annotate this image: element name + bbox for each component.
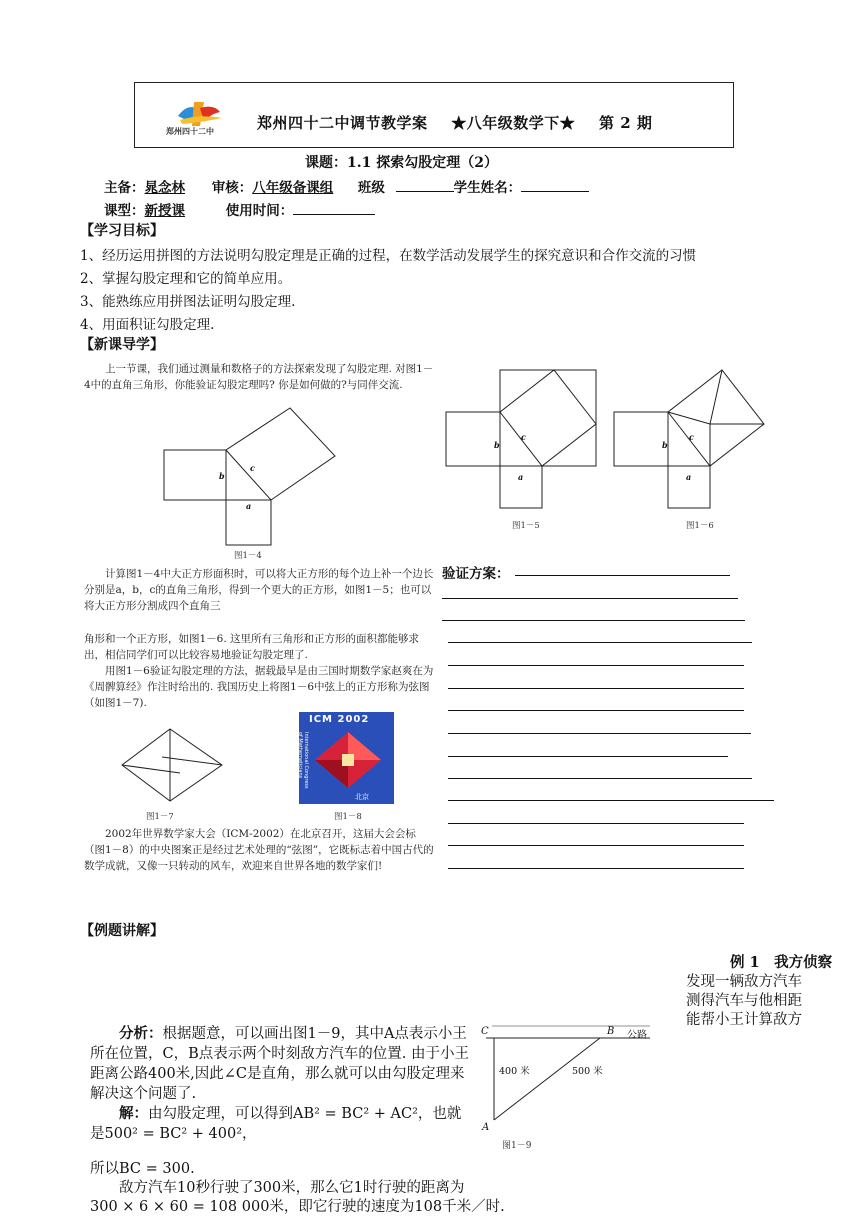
figure-1-7 [118,725,228,805]
type-value: 新授课 [144,203,185,219]
time-field[interactable] [293,202,375,215]
example-1-line: 能帮小王计算敌方 [686,1012,802,1028]
solution-text: 由勾股定理，可以得到AB² = BC² + AC²，也就是500² = BC² + 400²， [90,1106,462,1142]
point-a: A [482,1122,490,1133]
label-c: c [689,432,694,442]
solution-line-2: 所以BC = 300. [90,1161,195,1177]
goal-item: 1、经历运用拼图的方法说明勾股定理是正确的过程，在数学活动发展学生的探究意识和合作交流的习惯 [80,248,697,264]
caption-fig-1-6: 图1－6 [686,521,714,531]
icm-side-text: International Congress of Mathematicians [297,732,309,789]
class-field[interactable] [396,179,454,192]
meta-row-2 [104,199,375,219]
answer-line[interactable] [442,620,745,621]
label-a: a [686,472,692,482]
caption-fig-1-7: 图1－7 [146,812,174,822]
guide-paragraph-5: 2002年世界数学家大会（ICM-2002）在北京召开，这届大会会标（图1－8）的中央图案正是经过艺术处理的“弦图”，它既标志着中国古代的数学成就，又像一只转动的风车，欢迎来自世界各地的数学家们! [84,828,434,872]
example-analysis [90,1024,472,1104]
logo-text: 郑州四十二中 [166,127,214,136]
author-value: 晁念林 [144,180,185,196]
school-logo [160,96,240,142]
guide-paragraph-3: 角形和一个正方形，如图1－6. 这里所有三角形和正方形的面积都能够求出，相信同学们可以比较容易地验证勾股定理了. [84,633,420,661]
answer-line[interactable] [448,688,744,689]
goals-heading: 【学习目标】 [80,223,164,239]
analysis-text: 根据题意，可以画出图1－9，其中A点表示小王所在位置，C，B点表示两个时刻敌方汽车的位置. 由于小王距离公路400米,因此∠C是直角，那么就可以由勾股定理来解决这个问题了. [90,1026,469,1102]
answer-line[interactable] [448,845,744,846]
length-ab: 500 米 [572,1066,603,1077]
caption-fig-1-8: 图1－8 [334,812,362,822]
type-label: 课型： [104,203,145,219]
reviewer-label: 审核： [211,180,253,196]
school-name: 郑州四十二中调节教学案 [257,114,428,132]
answer-line[interactable] [448,665,744,666]
icm-title: ICM 2002 [309,714,370,725]
caption-fig-1-4: 图1－4 [234,551,262,561]
answer-line[interactable] [515,575,730,576]
example-solution [90,1104,472,1144]
student-name-field[interactable] [521,179,589,192]
header-title [257,112,670,133]
label-b: b [219,471,225,481]
example-1-line: 例 1 我方侦察 [730,954,833,971]
example-heading: 【例题讲解】 [80,923,164,939]
road-label: 公路 [627,1030,647,1041]
length-ac: 400 米 [499,1066,530,1077]
goal-item: 2、掌握勾股定理和它的简单应用。 [80,271,292,287]
goal-item: 4、用面积证勾股定理. [80,317,215,333]
figure-1-4 [160,408,340,548]
grade-name: ★八年级数学下★ [451,114,576,132]
solution-line-4: 300 × 6 × 60 = 108 000米，即它行驶的速度为108千米／时. [90,1199,505,1215]
solution-label: 解： [119,1105,148,1122]
reviewer-value: 八年级备课组 [252,180,334,196]
answer-line[interactable] [448,868,744,869]
answer-line[interactable] [448,710,744,711]
label-c: c [521,432,526,442]
point-b: B [607,1026,615,1037]
goal-item: 3、能熟练应用拼图法证明勾股定理. [80,294,296,310]
guide-paragraph-4: 用图1－6验证勾股定理的方法，据载最早是由三国时期数学家赵爽在为《周髀算经》作注时给出的. 我国历史上将图1－6中弦上的正方形称为弦图（如图1－7). [84,665,434,709]
answer-line[interactable] [448,642,752,643]
guide-paragraph-2: 计算图1－4中大正方形面积时，可以将大正方形的每个边上补一个边长分别是a，b，c的直角三角形，得到一个更大的正方形，如图1－5；也可以将大正方形分割成四个直角三 [84,568,434,612]
icm-bottom: 北京 [355,793,369,801]
guide-heading: 【新课导学】 [80,337,164,353]
label-a: a [518,472,524,482]
label-c: c [250,463,255,473]
solution-line-3: 敌方汽车10秒行驶了300米，那么它1时行驶的距离为 [119,1180,465,1196]
student-label: 学生姓名： [453,180,522,196]
label-a: a [246,501,252,511]
answer-line[interactable] [448,823,744,824]
meta-row-1 [104,176,589,196]
figure-1-8 [299,712,394,804]
lesson-title: 课题：1.1 探索勾股定理（2） [305,155,498,171]
example-1-line: 测得汽车与他相距 [686,993,802,1009]
time-label: 使用时间： [225,203,294,219]
caption-fig-1-5: 图1－5 [512,521,540,531]
caption-fig-1-9: 图1－9 [502,1141,532,1151]
answer-line[interactable] [448,733,751,734]
analysis-label: 分析： [119,1025,163,1042]
answer-line[interactable] [448,778,752,779]
answer-line[interactable] [448,756,728,757]
answer-line[interactable] [448,800,774,801]
author-label: 主备： [104,180,145,196]
label-b: b [662,440,668,450]
guide-paragraph-1: 上一节课，我们通过测量和数格子的方法探索发现了勾股定理. 对图1－4中的直角三角形，你能验证勾股定理吗? 你是如何做的?与同伴交流. [84,363,434,391]
class-label: 班级 [357,180,385,196]
verify-label: 验证方案： [442,566,510,582]
answer-line[interactable] [442,598,738,599]
label-b: b [494,440,500,450]
example-1-line: 发现一辆敌方汽车 [686,974,802,990]
issue-number: 第 2 期 [599,114,653,132]
point-c: C [481,1026,489,1037]
